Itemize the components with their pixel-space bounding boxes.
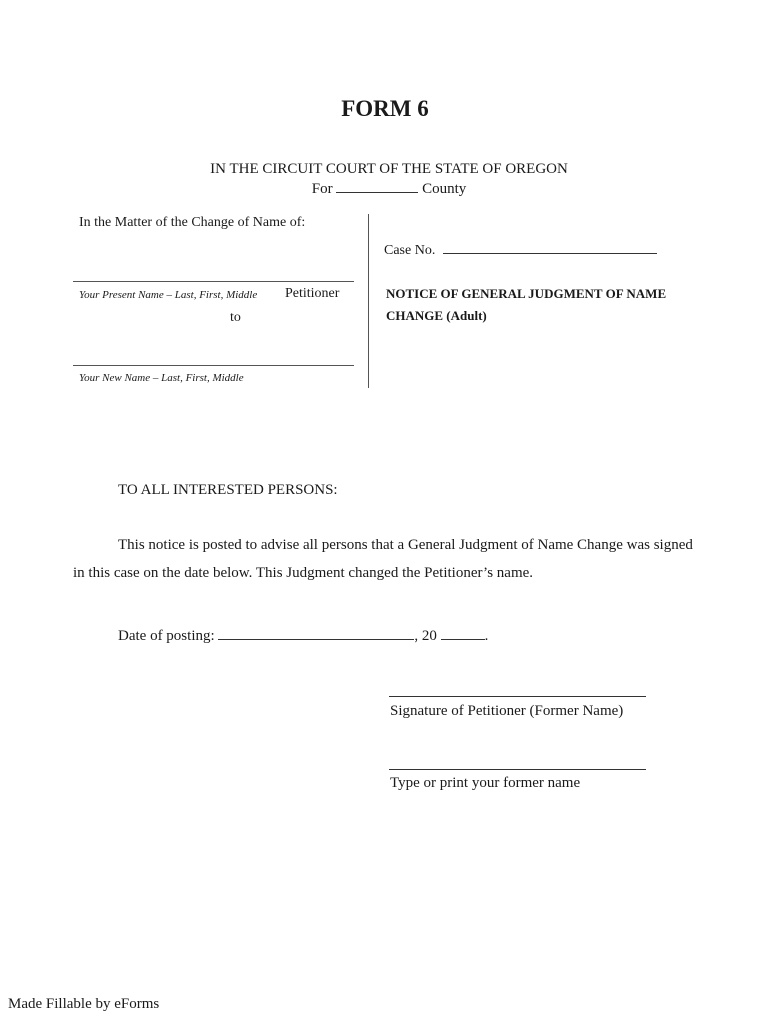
salutation: TO ALL INTERESTED PERSONS: (118, 482, 338, 498)
new-name-label: Your New Name – Last, First, Middle (79, 372, 244, 384)
notice-title (386, 283, 716, 327)
posting-year-field[interactable] (441, 627, 485, 640)
court-heading: IN THE CIRCUIT COURT OF THE STATE OF OREGON (210, 161, 568, 177)
petitioner-label: Petitioner (285, 286, 340, 301)
county-line (0, 180, 770, 198)
former-name-field[interactable] (389, 769, 646, 770)
date-label: Date of posting: (118, 628, 215, 644)
made-fillable-footer: Made Fillable by eForms (8, 996, 160, 1012)
case-no-label: Case No. (384, 243, 436, 258)
present-name-label: Your Present Name – Last, First, Middle (79, 289, 258, 301)
new-name-field[interactable] (73, 365, 354, 366)
notice-paragraph-line1: This notice is posted to advise all persons that a General Judgment of Name Change was signed (118, 537, 693, 553)
notice-paragraph-line2: in this case on the date below. This Judgment changed the Petitioner’s name. (73, 565, 534, 581)
year-suffix: . (484, 628, 489, 644)
notice-title-line2: CHANGE (Adult) (386, 308, 487, 323)
former-name-label: Type or print your former name (390, 775, 581, 791)
matter-label: In the Matter of the Change of Name of: (79, 215, 306, 230)
county-label: County (422, 181, 467, 197)
caption-divider (368, 214, 369, 388)
date-of-posting-row (118, 627, 488, 645)
year-prefix: , 20 (414, 628, 437, 644)
notice-title-line1: NOTICE OF GENERAL JUDGMENT OF NAME (386, 286, 667, 301)
case-number-field[interactable] (443, 241, 657, 254)
to-label: to (230, 310, 241, 325)
present-name-field[interactable] (73, 281, 354, 282)
posting-date-field[interactable] (218, 627, 414, 640)
for-label: For (311, 181, 333, 197)
county-field[interactable] (336, 180, 418, 193)
case-number-row (384, 241, 657, 259)
form-title: FORM 6 (341, 96, 429, 121)
signature-label: Signature of Petitioner (Former Name) (390, 703, 624, 719)
signature-field[interactable] (389, 696, 646, 697)
